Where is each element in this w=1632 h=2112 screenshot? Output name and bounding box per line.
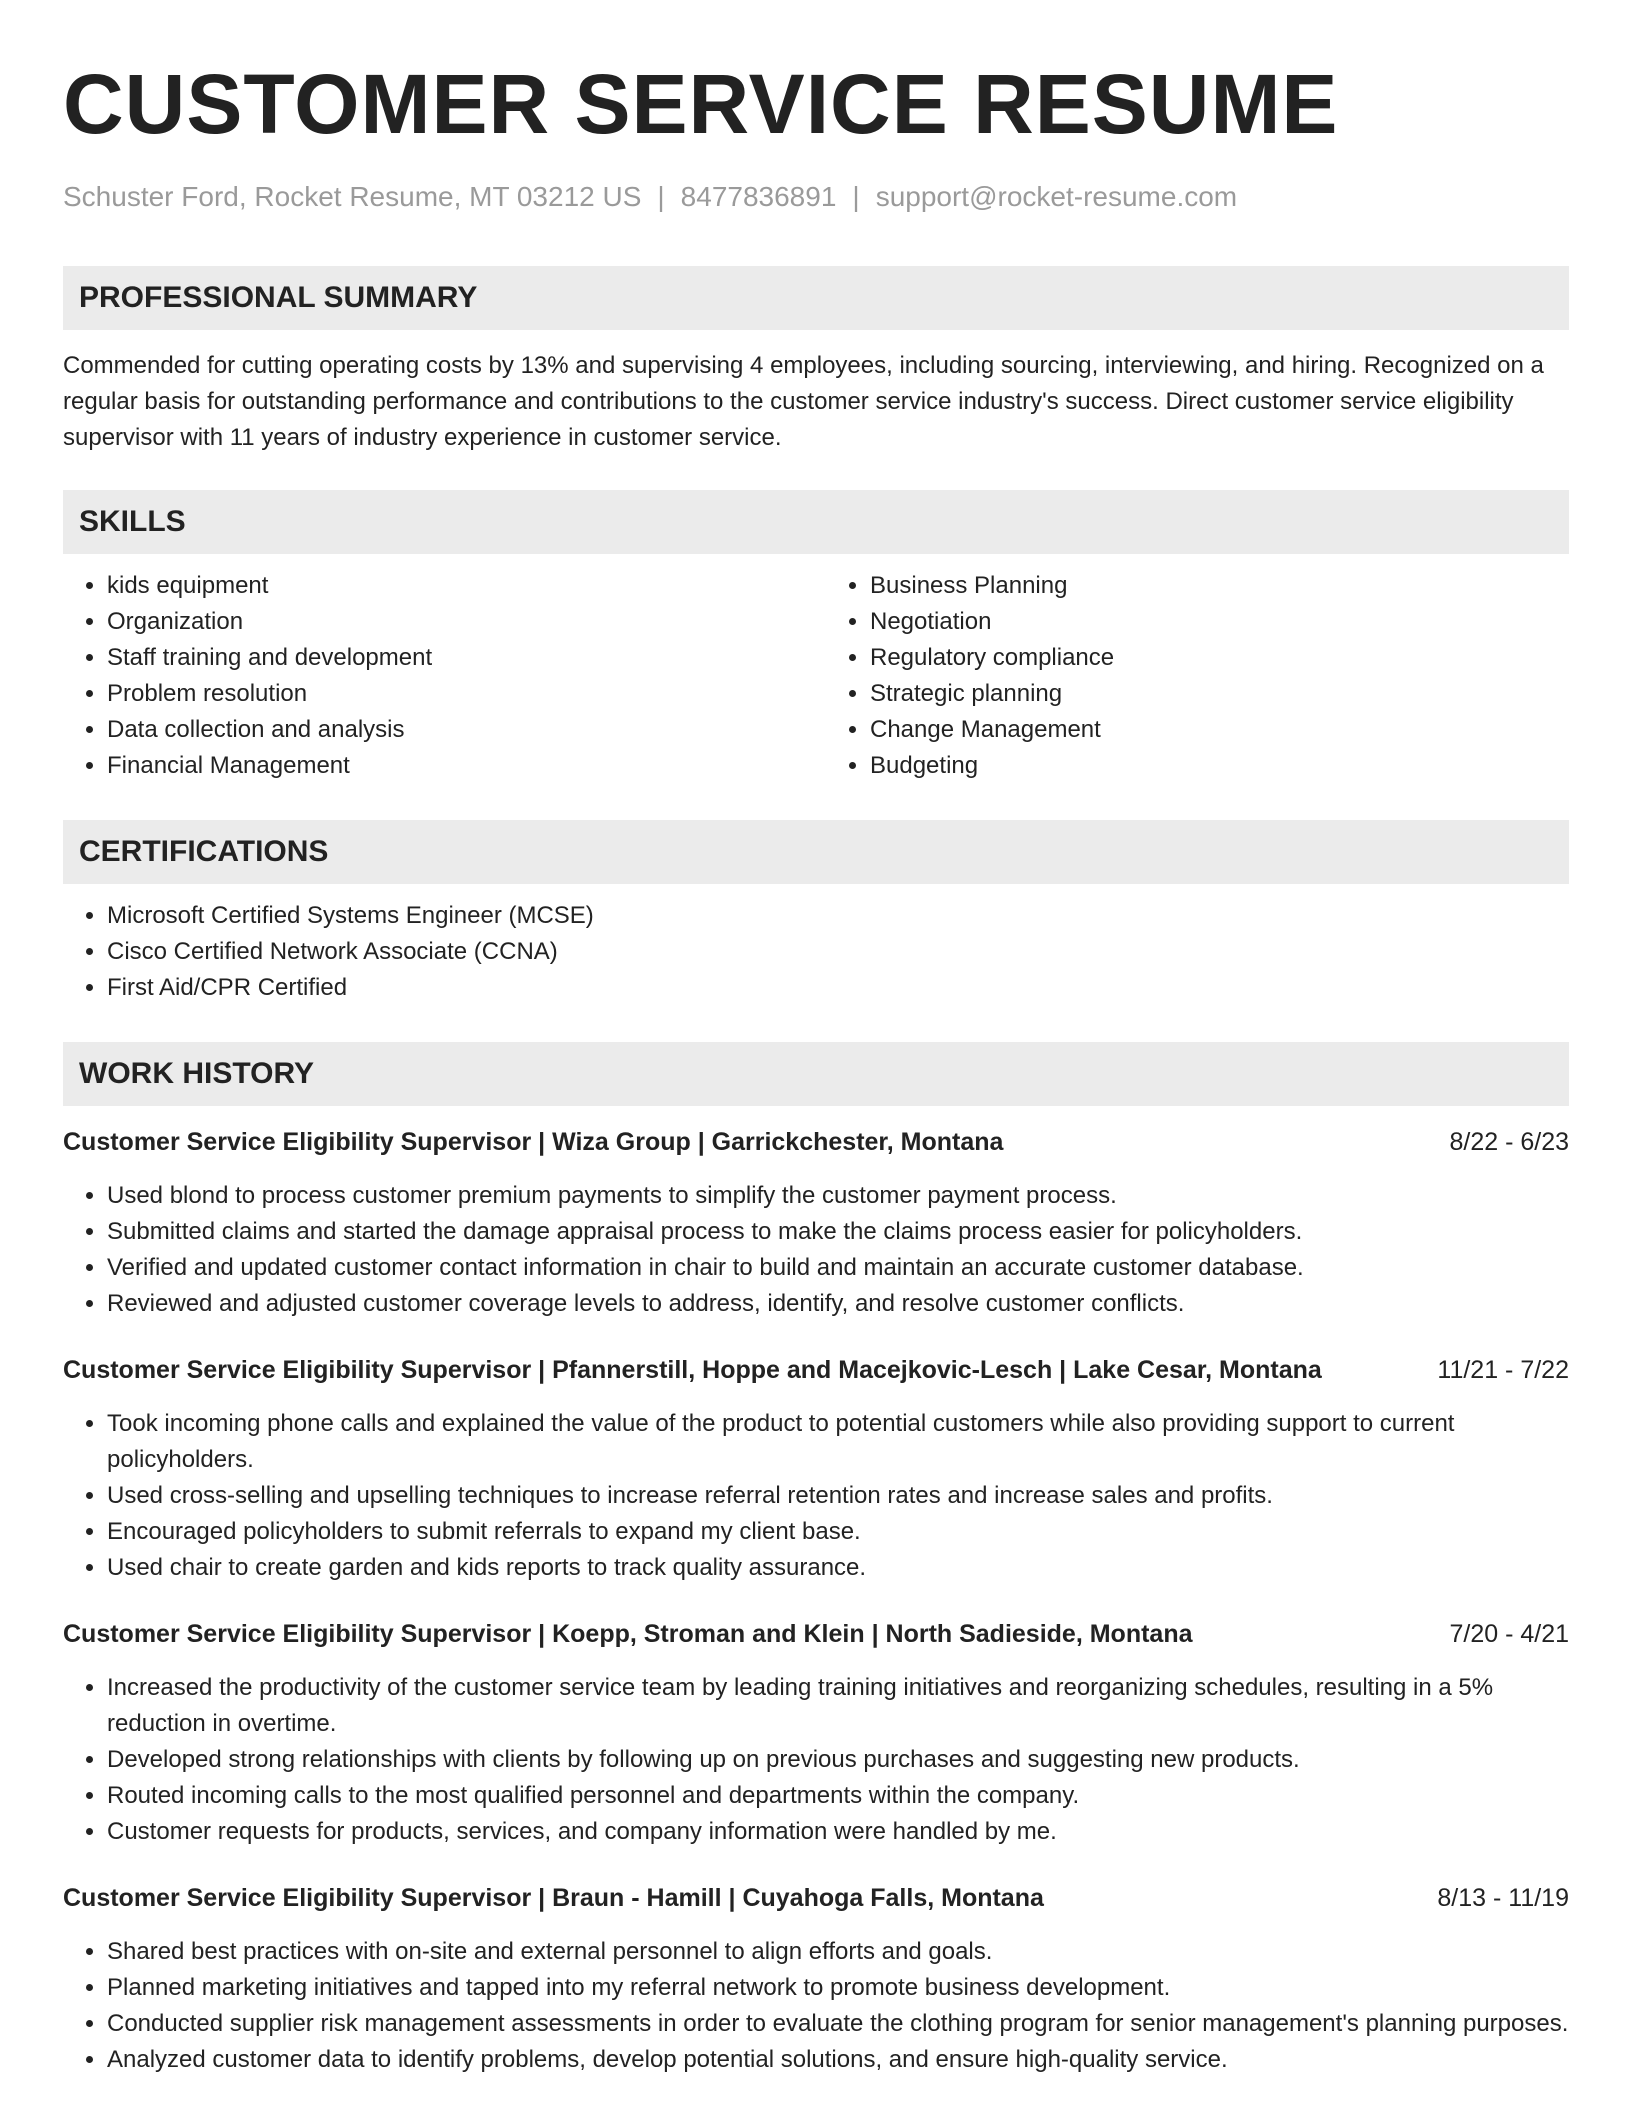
job-dates: 7/20 - 4/21 bbox=[1449, 1619, 1569, 1648]
skill-item: • Organization bbox=[107, 604, 806, 640]
certification-item: • Microsoft Certified Systems Engineer (MCSE) bbox=[107, 898, 1569, 934]
contact-separator: | bbox=[852, 181, 860, 212]
job-title: Customer Service Eligibility Supervisor | Koepp, Stroman and Klein | North Sadieside, Montana bbox=[63, 1619, 1193, 1648]
contact-phone: 8477836891 bbox=[680, 181, 837, 212]
job-dates: 11/21 - 7/22 bbox=[1437, 1355, 1569, 1384]
skill-item: • Business Planning bbox=[870, 568, 1569, 604]
skill-item: • Staff training and development bbox=[107, 640, 806, 676]
skill-item: • Change Management bbox=[870, 712, 1569, 748]
job-dates: 8/13 - 11/19 bbox=[1437, 1883, 1569, 1912]
job-bullet: • Took incoming phone calls and explained the value of the product to potential customers while also providing support to current policyholders. bbox=[107, 1406, 1569, 1478]
job-bullet: • Analyzed customer data to identify problems, develop potential solutions, and ensure high-quality service. bbox=[107, 2042, 1569, 2078]
job-header bbox=[63, 1124, 1569, 1160]
job-header bbox=[63, 1616, 1569, 1652]
job-title: Customer Service Eligibility Supervisor | Braun - Hamill | Cuyahoga Falls, Montana bbox=[63, 1883, 1044, 1912]
job-header bbox=[63, 1880, 1569, 1916]
job-bullet: • Routed incoming calls to the most qualified personnel and departments within the company. bbox=[107, 1778, 1569, 1814]
contact-line bbox=[63, 180, 1569, 214]
certification-item: • First Aid/CPR Certified bbox=[107, 970, 1569, 1006]
job-bullet: • Verified and updated customer contact information in chair to build and maintain an accurate customer database. bbox=[107, 1250, 1569, 1286]
job-bullet: • Increased the productivity of the customer service team by leading training initiatives and reorganizing schedules, resulting in a 5% reduction in overtime. bbox=[107, 1670, 1569, 1742]
job-bullet: • Encouraged policyholders to submit referrals to expand my client base. bbox=[107, 1514, 1569, 1550]
job-title: Customer Service Eligibility Supervisor | Pfannerstill, Hoppe and Macejkovic-Lesch | Lake Cesar, Montana bbox=[63, 1355, 1322, 1384]
job-bullet: • Used chair to create garden and kids reports to track quality assurance. bbox=[107, 1550, 1569, 1586]
job-entry bbox=[63, 1352, 1569, 1586]
job-entry bbox=[63, 1124, 1569, 1322]
skills-grid bbox=[63, 554, 1569, 784]
skill-item: • Data collection and analysis bbox=[107, 712, 806, 748]
section-header-skills: SKILLS bbox=[63, 490, 1569, 554]
job-title: Customer Service Eligibility Supervisor | Wiza Group | Garrickchester, Montana bbox=[63, 1127, 1004, 1156]
contact-address: Schuster Ford, Rocket Resume, MT 03212 US bbox=[63, 181, 642, 212]
skills-list-right bbox=[826, 568, 1569, 784]
section-header-summary: PROFESSIONAL SUMMARY bbox=[63, 266, 1569, 330]
skill-item: • Strategic planning bbox=[870, 676, 1569, 712]
contact-email: support@rocket-resume.com bbox=[875, 181, 1238, 212]
resume-title: CUSTOMER SERVICE RESUME bbox=[63, 57, 1339, 151]
skill-item: • Financial Management bbox=[107, 748, 806, 784]
job-bullets bbox=[63, 1406, 1569, 1586]
skills-list-left bbox=[63, 568, 806, 784]
job-header bbox=[63, 1352, 1569, 1388]
job-dates: 8/22 - 6/23 bbox=[1449, 1127, 1569, 1156]
job-bullet: • Used blond to process customer premium payments to simplify the customer payment process. bbox=[107, 1178, 1569, 1214]
job-bullet: • Customer requests for products, services, and company information were handled by me. bbox=[107, 1814, 1569, 1850]
certifications-list bbox=[63, 898, 1569, 1006]
job-bullet: • Developed strong relationships with clients by following up on previous purchases and suggesting new products. bbox=[107, 1742, 1569, 1778]
job-bullet: • Conducted supplier risk management assessments in order to evaluate the clothing program for senior management's planning purposes. bbox=[107, 2006, 1569, 2042]
skill-item: • Regulatory compliance bbox=[870, 640, 1569, 676]
job-bullets bbox=[63, 1178, 1569, 1322]
skill-item: • Problem resolution bbox=[107, 676, 806, 712]
contact-separator: | bbox=[657, 181, 665, 212]
section-header-work-history: WORK HISTORY bbox=[63, 1042, 1569, 1106]
certification-item: • Cisco Certified Network Associate (CCNA) bbox=[107, 934, 1569, 970]
skill-item: • kids equipment bbox=[107, 568, 806, 604]
job-bullets bbox=[63, 1934, 1569, 2078]
job-bullet: • Submitted claims and started the damage appraisal process to make the claims process easier for policyholders. bbox=[107, 1214, 1569, 1250]
skill-item: • Negotiation bbox=[870, 604, 1569, 640]
summary-text: Commended for cutting operating costs by 13% and supervising 4 employees, including sourcing, interviewing, and hiring. Recognized on a regular basis for outstanding performance and contributions to the customer service industry's success. Direct customer service eligibility supervisor with 11 years of industry experience in customer service. bbox=[63, 351, 1544, 451]
job-bullet: • Reviewed and adjusted customer coverage levels to address, identify, and resolve customer conflicts. bbox=[107, 1286, 1569, 1322]
job-bullets bbox=[63, 1670, 1569, 1850]
job-entry bbox=[63, 1616, 1569, 1850]
job-entry bbox=[63, 1880, 1569, 2078]
job-bullet: • Planned marketing initiatives and tapped into my referral network to promote business development. bbox=[107, 1970, 1569, 2006]
job-bullet: • Shared best practices with on-site and external personnel to align efforts and goals. bbox=[107, 1934, 1569, 1970]
skill-item: • Budgeting bbox=[870, 748, 1569, 784]
section-header-certifications: CERTIFICATIONS bbox=[63, 820, 1569, 884]
job-bullet: • Used cross-selling and upselling techniques to increase referral retention rates and increase sales and profits. bbox=[107, 1478, 1569, 1514]
